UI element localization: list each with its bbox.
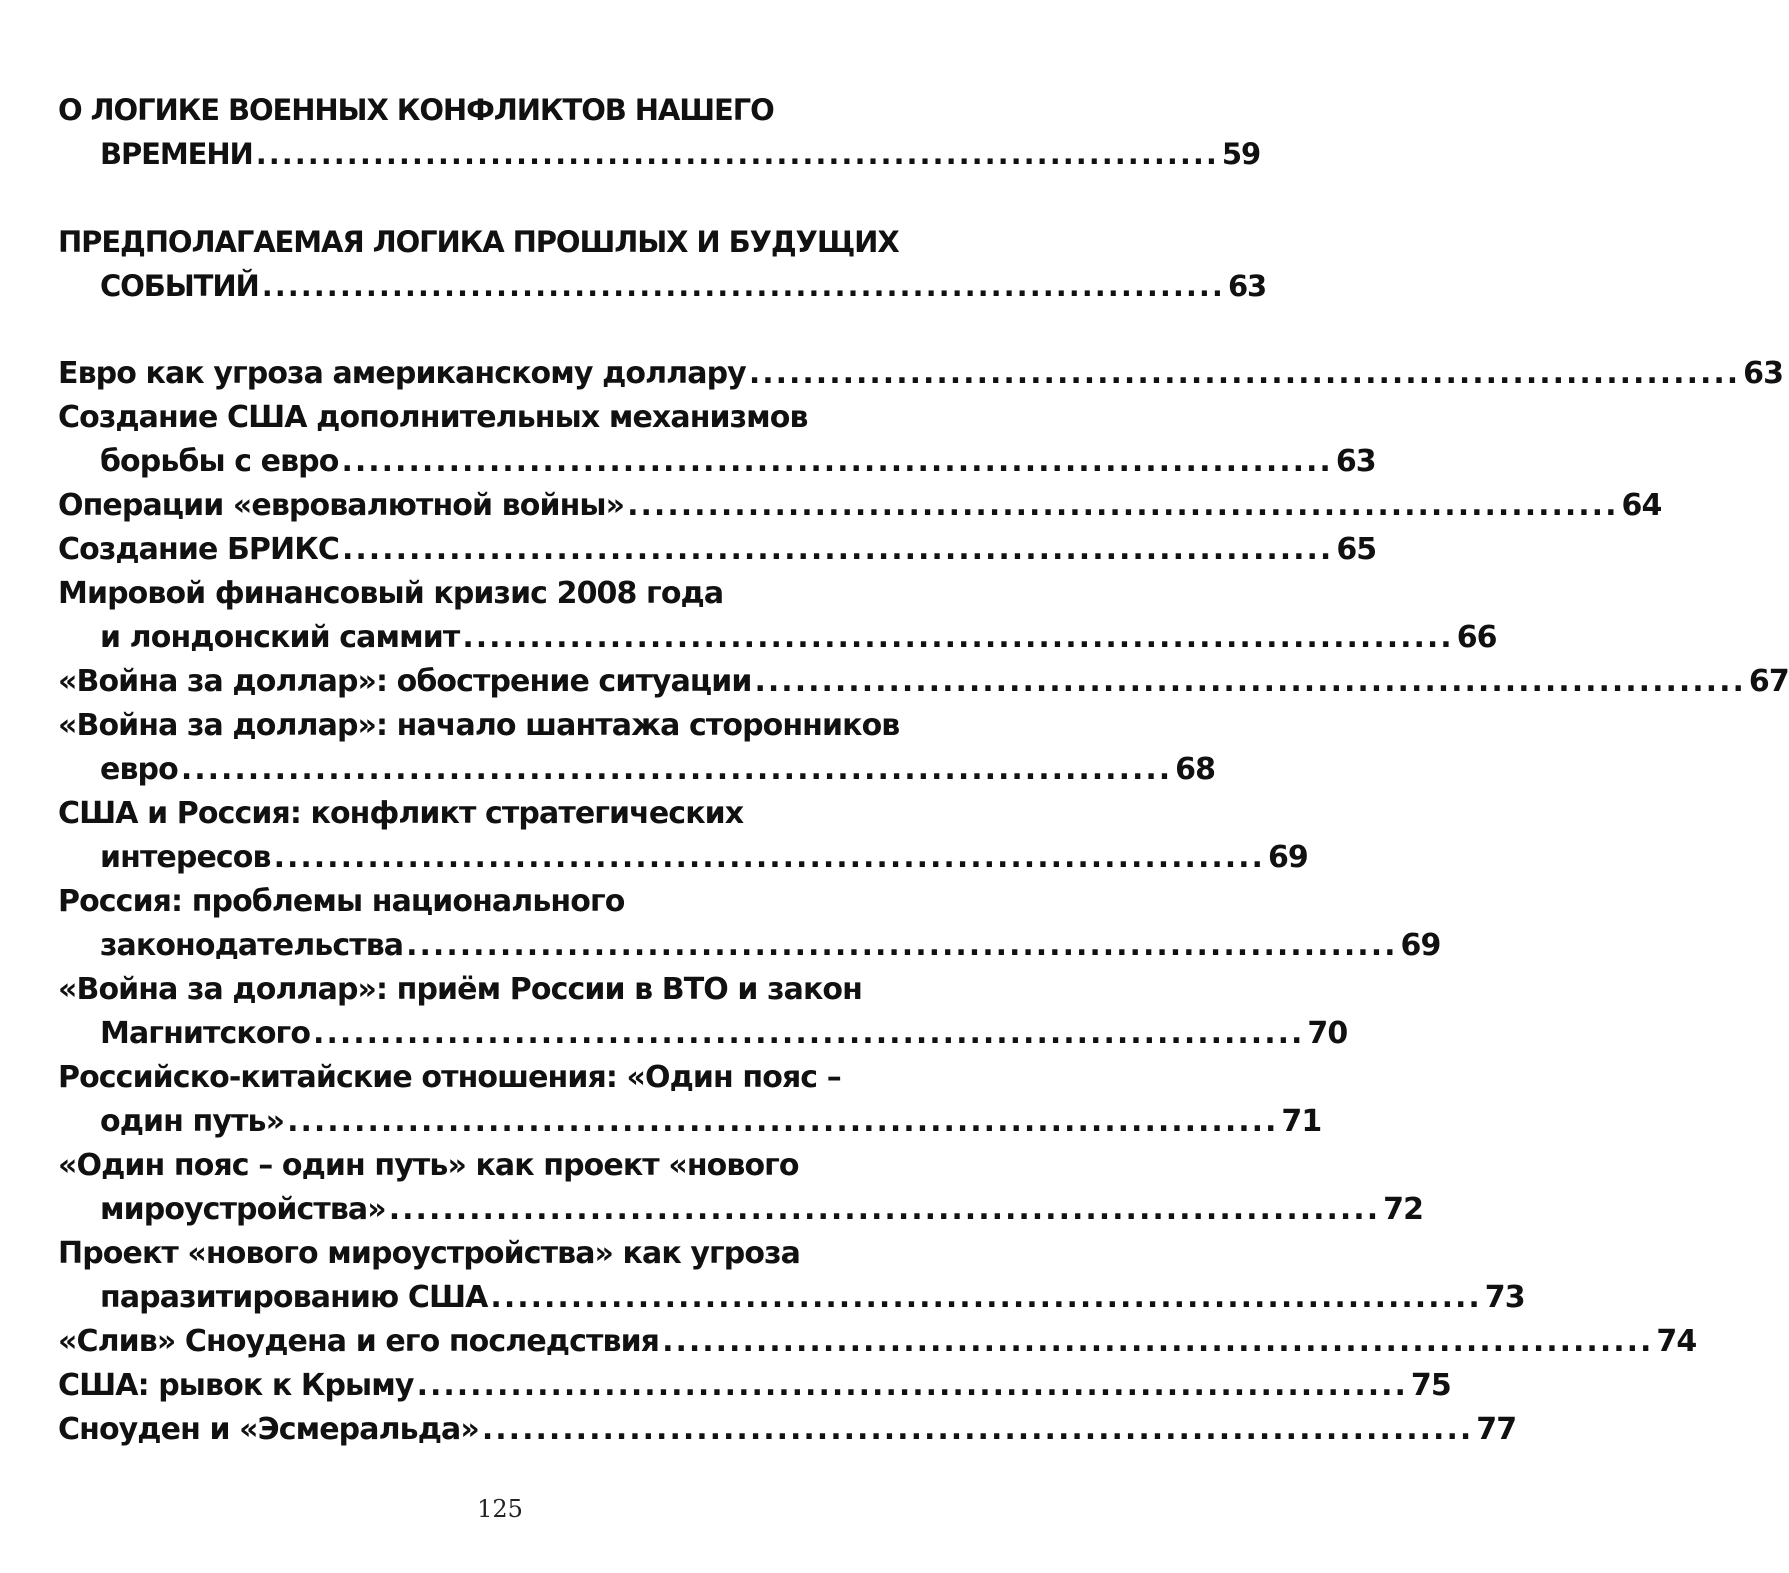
toc-entry-title: Евро как угроза американскому доллару bbox=[58, 356, 746, 391]
dot-leader: .......................................................................... bbox=[341, 532, 1334, 567]
toc-page-number: 63 bbox=[1227, 269, 1267, 303]
dot-leader: .......................................................................... bbox=[313, 1016, 1305, 1051]
dot-leader: .......................................................................... bbox=[261, 269, 1225, 303]
dot-leader: .......................................................................... bbox=[627, 488, 1619, 523]
toc-page-number: 68 bbox=[1175, 752, 1216, 787]
toc-entry-title: «Слив» Сноудена и его последствия bbox=[58, 1324, 660, 1359]
dot-leader: .......................................................................... bbox=[462, 620, 1454, 655]
toc-entry[interactable] bbox=[58, 880, 1441, 968]
toc-page-number: 69 bbox=[1267, 840, 1308, 875]
toc-page-number: 71 bbox=[1281, 1104, 1322, 1139]
toc-entry-title: США: рывок к Крыму bbox=[58, 1368, 414, 1403]
toc-entry-title: Мировой финансовый кризис 2008 года bbox=[58, 576, 724, 611]
toc-entry[interactable] bbox=[58, 1056, 1322, 1144]
toc-entry[interactable] bbox=[58, 1408, 1517, 1452]
toc-entry[interactable] bbox=[58, 352, 1784, 396]
toc-entry-title: «Война за доллар»: обострение ситуации bbox=[58, 664, 752, 699]
toc-entry-title: Сноуден и «Эсмеральда» bbox=[58, 1412, 479, 1447]
toc-entry-title: Создание БРИКС bbox=[58, 532, 339, 567]
toc-entry-title: ПРЕДПОЛАГАЕМАЯ ЛОГИКА ПРОШЛЫХ И БУДУЩИХ bbox=[58, 225, 899, 259]
toc-entry-title-cont: один путь» bbox=[100, 1104, 285, 1139]
page-number: 125 bbox=[477, 1495, 523, 1523]
toc-entry-title-cont: СОБЫТИЙ bbox=[100, 269, 259, 303]
toc-entry-title-cont: Магнитского bbox=[100, 1016, 311, 1051]
toc-page-number: 66 bbox=[1456, 620, 1497, 655]
dot-leader: .......................................................................... bbox=[341, 444, 1333, 479]
dot-leader: .......................................................................... bbox=[388, 1192, 1381, 1227]
toc-entry[interactable] bbox=[58, 528, 1377, 572]
toc-entry[interactable] bbox=[58, 1364, 1451, 1408]
dot-leader: .......................................................................... bbox=[287, 1104, 1279, 1139]
toc-entry-title-cont: борьбы с евро bbox=[100, 444, 339, 479]
toc-entry[interactable] bbox=[58, 792, 1308, 880]
toc-entry[interactable] bbox=[58, 1320, 1697, 1364]
toc-entry-title-cont: законодательства bbox=[100, 928, 404, 963]
toc-entry-title: Операции «евровалютной войны» bbox=[58, 488, 625, 523]
toc-page-number: 77 bbox=[1476, 1412, 1517, 1447]
toc-chapter[interactable] bbox=[58, 220, 1267, 308]
toc-page-number: 73 bbox=[1484, 1280, 1525, 1315]
toc-entry-title: Россия: проблемы национального bbox=[58, 884, 625, 919]
toc-entry-title: Российско-китайские отношения: «Один пояс – bbox=[58, 1060, 841, 1095]
dot-leader: .......................................................................... bbox=[754, 664, 1746, 699]
toc-entry-title-cont: евро bbox=[100, 752, 178, 787]
toc-entry-title-cont: ВРЕМЕНИ bbox=[100, 137, 253, 171]
table-of-contents bbox=[58, 88, 1789, 1452]
toc-page-number: 74 bbox=[1656, 1324, 1697, 1359]
toc-page-number: 70 bbox=[1307, 1016, 1348, 1051]
toc-entry-title: «Война за доллар»: приём России в ВТО и закон bbox=[58, 972, 862, 1007]
toc-entry-title: США и Россия: конфликт стратегических bbox=[58, 796, 744, 831]
toc-entry-title: Создание США дополнительных механизмов bbox=[58, 400, 808, 435]
toc-entry[interactable] bbox=[58, 660, 1789, 704]
toc-entry-title-cont: и лондонский саммит bbox=[100, 620, 460, 655]
toc-page-number: 63 bbox=[1743, 356, 1784, 391]
toc-page-number: 75 bbox=[1410, 1368, 1451, 1403]
toc-entry[interactable] bbox=[58, 968, 1348, 1056]
toc-entry[interactable] bbox=[58, 572, 1497, 660]
toc-entry-title-cont: мироустройства» bbox=[100, 1192, 386, 1227]
toc-page-number: 69 bbox=[1400, 928, 1441, 963]
dot-leader: .......................................................................... bbox=[481, 1412, 1474, 1447]
toc-entry[interactable] bbox=[58, 1232, 1525, 1320]
dot-leader: .......................................................................... bbox=[748, 356, 1741, 391]
toc-entry[interactable] bbox=[58, 704, 1216, 792]
dot-leader: .......................................................................... bbox=[255, 137, 1219, 171]
toc-entry-title: «Война за доллар»: начало шантажа сторонников bbox=[58, 708, 900, 743]
toc-page-number: 63 bbox=[1335, 444, 1376, 479]
dot-leader: .......................................................................... bbox=[273, 840, 1265, 875]
toc-page-number: 67 bbox=[1748, 664, 1789, 699]
toc-entry-title: Проект «нового мироустройства» как угроза bbox=[58, 1236, 800, 1271]
toc-entry[interactable] bbox=[58, 396, 1376, 484]
dot-leader: .......................................................................... bbox=[662, 1324, 1654, 1359]
toc-entry-title: О ЛОГИКЕ ВОЕННЫХ КОНФЛИКТОВ НАШЕГО bbox=[58, 93, 774, 127]
toc-page-number: 59 bbox=[1221, 137, 1261, 171]
toc-entry-title: «Один пояс – один путь» как проект «нового bbox=[58, 1148, 799, 1183]
toc-page-number: 72 bbox=[1383, 1192, 1424, 1227]
toc-entry[interactable] bbox=[58, 484, 1662, 528]
toc-chapter[interactable] bbox=[58, 88, 1261, 176]
dot-leader: .......................................................................... bbox=[416, 1368, 1408, 1403]
toc-page-number: 65 bbox=[1336, 532, 1377, 567]
toc-entry-title-cont: интересов bbox=[100, 840, 271, 875]
dot-leader: .......................................................................... bbox=[180, 752, 1173, 787]
toc-page-number: 64 bbox=[1621, 488, 1662, 523]
dot-leader: .......................................................................... bbox=[406, 928, 1398, 963]
dot-leader: .......................................................................... bbox=[490, 1280, 1482, 1315]
toc-entry-title-cont: паразитированию США bbox=[100, 1280, 488, 1315]
toc-entry[interactable] bbox=[58, 1144, 1424, 1232]
